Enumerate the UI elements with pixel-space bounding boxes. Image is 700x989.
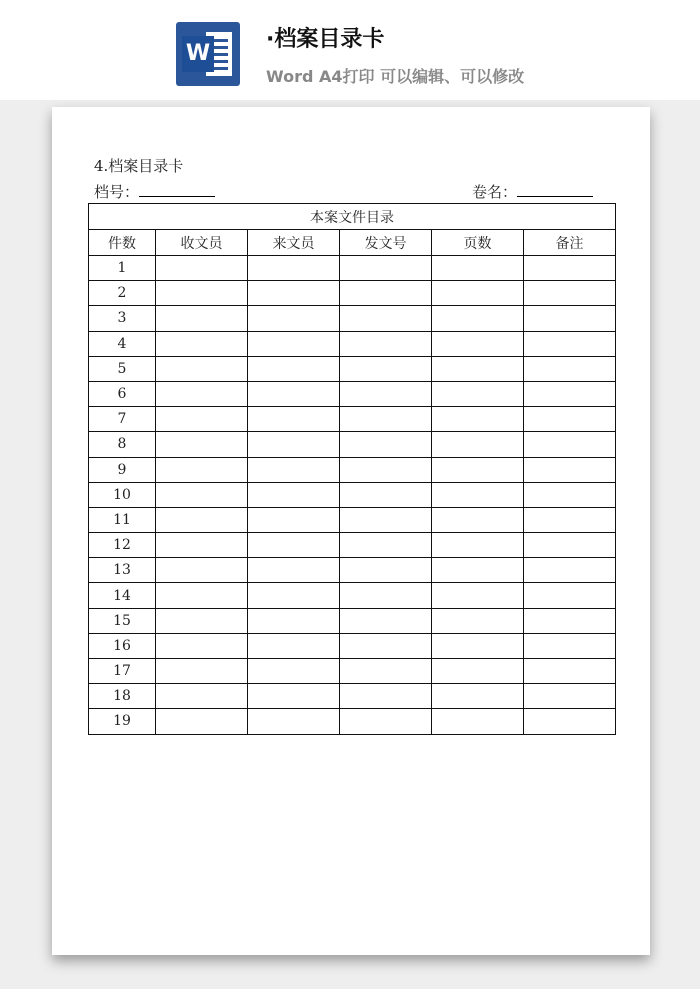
empty-cell <box>340 659 432 684</box>
table-caption-row <box>89 204 616 230</box>
empty-cell <box>432 482 524 507</box>
word-icon-letter: W <box>182 36 214 72</box>
empty-cell <box>156 281 248 306</box>
row-number-cell: 7 <box>89 407 156 432</box>
row-number-cell: 18 <box>89 684 156 709</box>
empty-cell <box>524 381 616 406</box>
empty-cell <box>340 533 432 558</box>
column-header: 发文号 <box>340 230 432 256</box>
empty-cell <box>340 331 432 356</box>
empty-cell <box>524 256 616 281</box>
empty-cell <box>524 432 616 457</box>
empty-cell <box>432 407 524 432</box>
empty-cell <box>340 482 432 507</box>
empty-cell <box>156 306 248 331</box>
table-row <box>89 281 616 306</box>
document-page <box>52 107 650 955</box>
empty-cell <box>248 507 340 532</box>
table-header-row <box>89 230 616 256</box>
empty-cell <box>432 381 524 406</box>
empty-cell <box>156 533 248 558</box>
empty-cell <box>156 684 248 709</box>
volume-name-field <box>472 181 593 202</box>
empty-cell <box>156 331 248 356</box>
empty-cell <box>156 482 248 507</box>
empty-cell <box>156 356 248 381</box>
empty-cell <box>432 457 524 482</box>
table-row <box>89 583 616 608</box>
table-row <box>89 533 616 558</box>
row-number-cell: 6 <box>89 381 156 406</box>
column-header: 备注 <box>524 230 616 256</box>
table-row <box>89 507 616 532</box>
empty-cell <box>432 432 524 457</box>
empty-cell <box>248 306 340 331</box>
table-row <box>89 256 616 281</box>
empty-cell <box>524 331 616 356</box>
archive-catalog-table <box>88 203 616 735</box>
empty-cell <box>248 608 340 633</box>
empty-cell <box>340 684 432 709</box>
row-number-cell: 5 <box>89 356 156 381</box>
empty-cell <box>340 281 432 306</box>
empty-cell <box>248 381 340 406</box>
empty-cell <box>524 659 616 684</box>
table-row <box>89 331 616 356</box>
empty-cell <box>248 256 340 281</box>
empty-cell <box>432 533 524 558</box>
empty-cell <box>432 608 524 633</box>
empty-cell <box>524 306 616 331</box>
empty-cell <box>432 558 524 583</box>
empty-cell <box>432 256 524 281</box>
empty-cell <box>156 407 248 432</box>
empty-cell <box>432 356 524 381</box>
empty-cell <box>248 684 340 709</box>
table-row <box>89 306 616 331</box>
row-number-cell: 19 <box>89 709 156 734</box>
empty-cell <box>340 608 432 633</box>
empty-cell <box>156 381 248 406</box>
empty-cell <box>432 507 524 532</box>
file-number-field <box>94 181 215 202</box>
row-number-cell: 16 <box>89 633 156 658</box>
empty-cell <box>340 432 432 457</box>
row-number-cell: 4 <box>89 331 156 356</box>
empty-cell <box>524 281 616 306</box>
page-title: ·档案目录卡 <box>266 27 385 52</box>
empty-cell <box>248 407 340 432</box>
empty-cell <box>156 633 248 658</box>
table-row <box>89 407 616 432</box>
row-number-cell: 15 <box>89 608 156 633</box>
row-number-cell: 1 <box>89 256 156 281</box>
empty-cell <box>156 659 248 684</box>
table-row <box>89 659 616 684</box>
row-number-cell: 17 <box>89 659 156 684</box>
column-header: 来文员 <box>248 230 340 256</box>
table-row <box>89 558 616 583</box>
empty-cell <box>340 583 432 608</box>
empty-cell <box>524 633 616 658</box>
empty-cell <box>248 583 340 608</box>
table-row <box>89 709 616 734</box>
empty-cell <box>340 633 432 658</box>
empty-cell <box>340 457 432 482</box>
empty-cell <box>156 256 248 281</box>
row-number-cell: 3 <box>89 306 156 331</box>
row-number-cell: 8 <box>89 432 156 457</box>
page-subtitle: Word A4打印 可以编辑、可以修改 <box>266 67 525 86</box>
empty-cell <box>432 306 524 331</box>
row-number-cell: 10 <box>89 482 156 507</box>
empty-cell <box>340 407 432 432</box>
row-number-cell: 9 <box>89 457 156 482</box>
empty-cell <box>248 457 340 482</box>
empty-cell <box>432 684 524 709</box>
row-number-cell: 2 <box>89 281 156 306</box>
empty-cell <box>340 381 432 406</box>
empty-cell <box>156 558 248 583</box>
empty-cell <box>432 281 524 306</box>
row-number-cell: 11 <box>89 507 156 532</box>
table-row <box>89 457 616 482</box>
empty-cell <box>248 432 340 457</box>
table-row <box>89 482 616 507</box>
table-row <box>89 684 616 709</box>
empty-cell <box>524 457 616 482</box>
empty-cell <box>340 558 432 583</box>
empty-cell <box>156 432 248 457</box>
table-row <box>89 633 616 658</box>
empty-cell <box>248 281 340 306</box>
empty-cell <box>432 659 524 684</box>
row-number-cell: 13 <box>89 558 156 583</box>
empty-cell <box>524 583 616 608</box>
column-header: 页数 <box>432 230 524 256</box>
empty-cell <box>524 533 616 558</box>
table-row <box>89 608 616 633</box>
empty-cell <box>248 482 340 507</box>
empty-cell <box>524 608 616 633</box>
empty-cell <box>432 331 524 356</box>
empty-cell <box>340 709 432 734</box>
table-caption: 本案文件目录 <box>89 204 616 230</box>
table-body <box>89 256 616 735</box>
empty-cell <box>156 709 248 734</box>
empty-cell <box>524 407 616 432</box>
file-number-blank <box>139 182 215 197</box>
empty-cell <box>248 356 340 381</box>
empty-cell <box>524 482 616 507</box>
empty-cell <box>340 507 432 532</box>
document-heading: 4.档案目录卡 <box>94 157 184 175</box>
empty-cell <box>248 659 340 684</box>
empty-cell <box>248 331 340 356</box>
empty-cell <box>248 709 340 734</box>
table-row <box>89 381 616 406</box>
empty-cell <box>432 633 524 658</box>
word-document-icon <box>176 22 240 86</box>
column-header: 收文员 <box>156 230 248 256</box>
column-header: 件数 <box>89 230 156 256</box>
empty-cell <box>432 583 524 608</box>
empty-cell <box>340 256 432 281</box>
row-number-cell: 14 <box>89 583 156 608</box>
empty-cell <box>156 583 248 608</box>
empty-cell <box>156 608 248 633</box>
empty-cell <box>248 633 340 658</box>
header-banner <box>0 0 700 100</box>
empty-cell <box>524 684 616 709</box>
row-number-cell: 12 <box>89 533 156 558</box>
volume-name-blank <box>517 182 593 197</box>
empty-cell <box>524 507 616 532</box>
empty-cell <box>524 356 616 381</box>
empty-cell <box>524 709 616 734</box>
empty-cell <box>340 306 432 331</box>
empty-cell <box>248 533 340 558</box>
table-row <box>89 432 616 457</box>
table-row <box>89 356 616 381</box>
file-number-label: 档号： <box>94 183 140 201</box>
empty-cell <box>248 558 340 583</box>
empty-cell <box>432 709 524 734</box>
volume-name-label: 卷名： <box>472 183 518 201</box>
empty-cell <box>340 356 432 381</box>
empty-cell <box>156 507 248 532</box>
empty-cell <box>156 457 248 482</box>
empty-cell <box>524 558 616 583</box>
